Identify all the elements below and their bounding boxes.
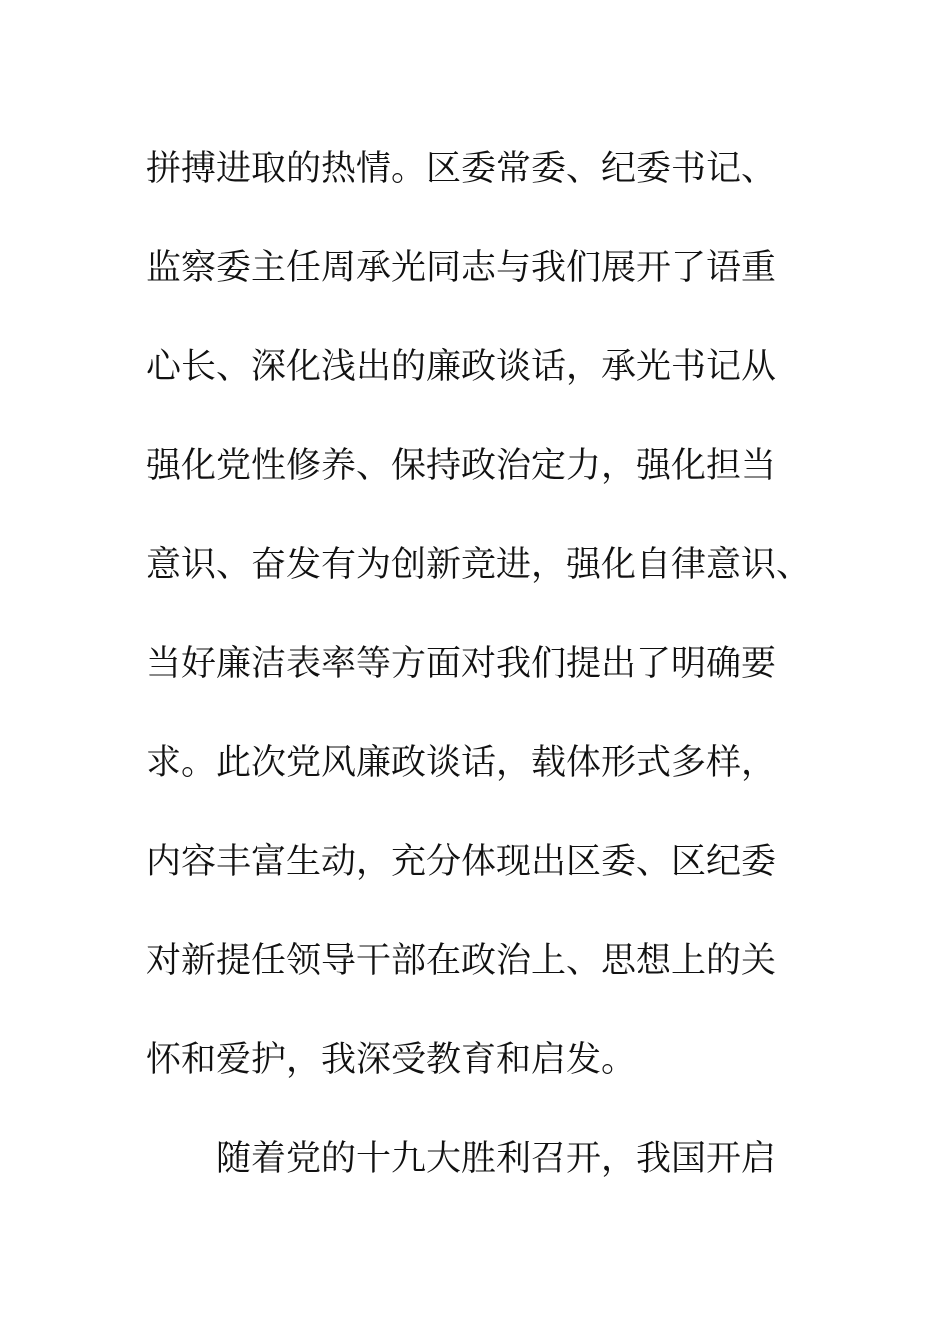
text-line: 拼搏进取的热情。区委常委、纪委书记、 bbox=[146, 149, 777, 189]
text-line: 求。此次党风廉政谈话，载体形式多样， bbox=[146, 743, 777, 783]
text-line: 对新提任领导干部在政治上、思想上的关 bbox=[146, 941, 777, 981]
text-line: 心长、深化浅出的廉政谈话，承光书记从 bbox=[146, 347, 777, 387]
text-line: 内容丰富生动，充分体现出区委、区纪委 bbox=[146, 842, 777, 882]
text-line: 强化党性修养、保持政治定力，强化担当 bbox=[146, 446, 777, 486]
text-line: 监察委主任周承光同志与我们展开了语重 bbox=[146, 248, 777, 288]
text-line: 当好廉洁表率等方面对我们提出了明确要 bbox=[146, 644, 777, 684]
body-text bbox=[146, 120, 846, 1209]
paragraph-start-line: 随着党的十九大胜利召开，我国开启 bbox=[216, 1139, 777, 1179]
text-line: 意识、奋发有为创新竞进，强化自律意识、 bbox=[146, 545, 812, 585]
text-line: 怀和爱护，我深受教育和启发。 bbox=[146, 1040, 637, 1080]
